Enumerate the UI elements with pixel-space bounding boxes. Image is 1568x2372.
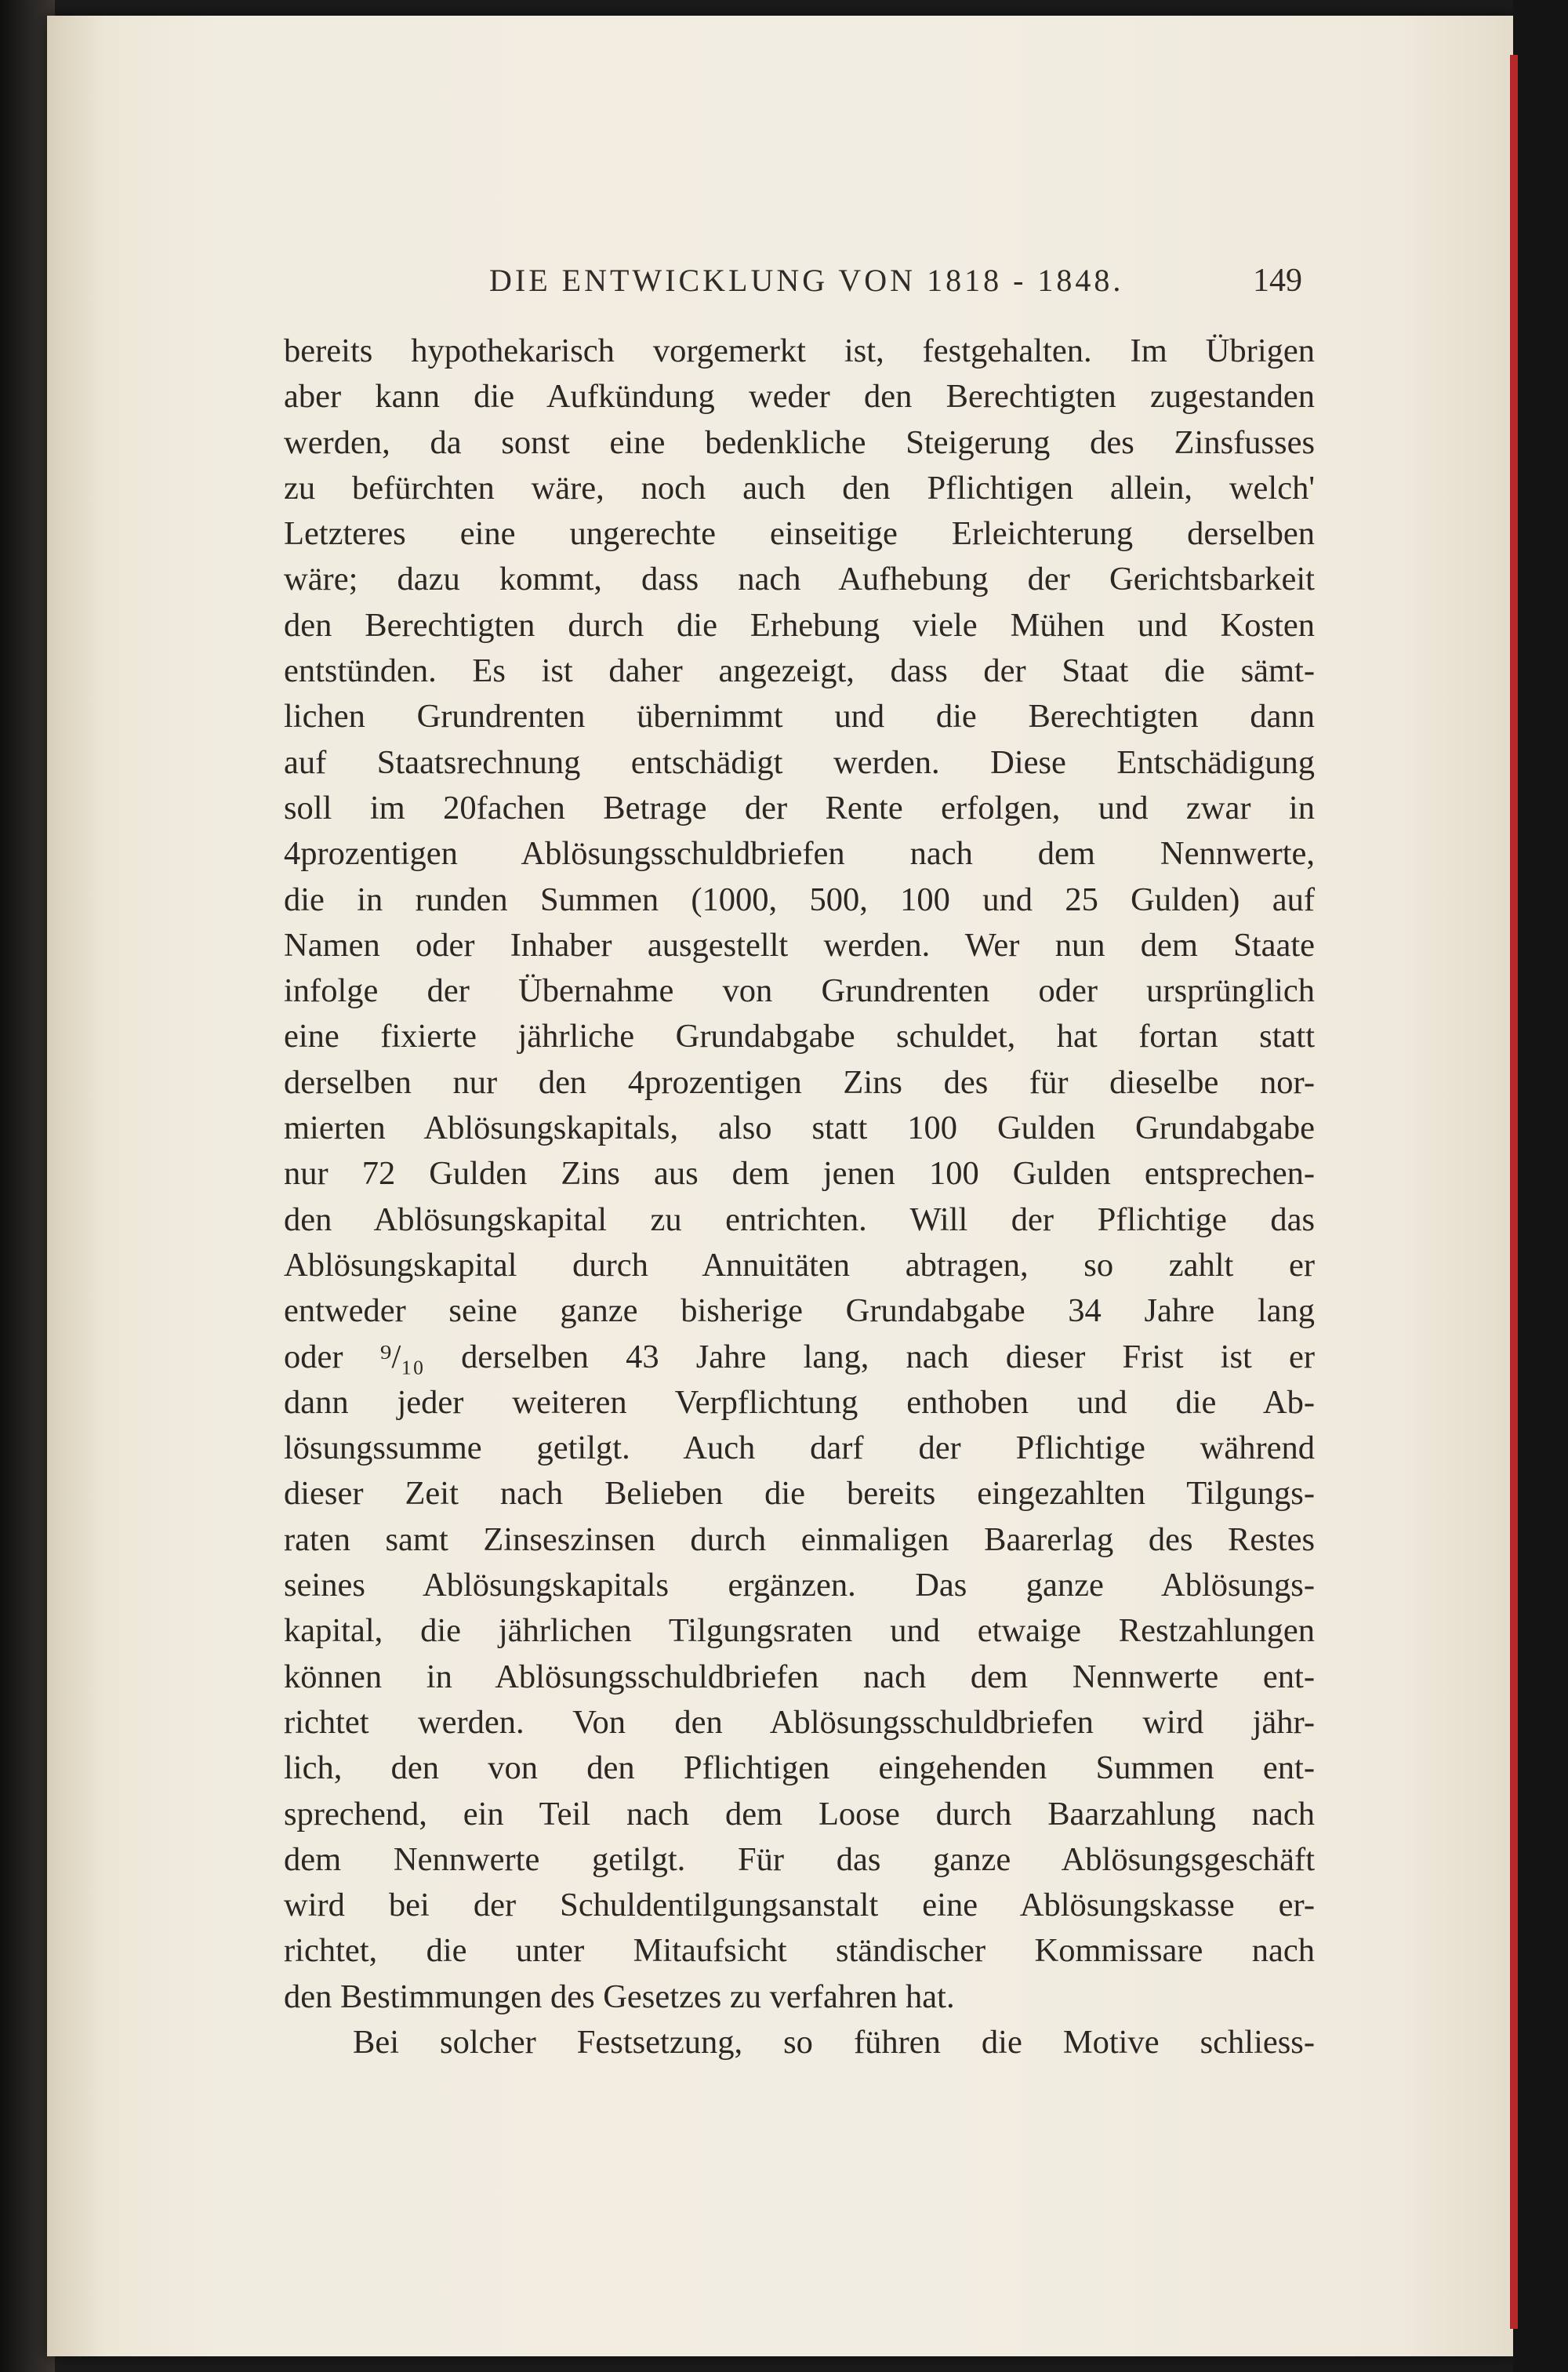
- text-line: den Berechtigten durch die Erhebung viele Mühen und Kosten: [284, 606, 1315, 644]
- text-line: auf Staatsrechnung entschädigt werden. Diese Entschädigung: [284, 743, 1315, 781]
- text-line: können in Ablösungsschuldbriefen nach dem Nennwerte ent-: [284, 1658, 1315, 1695]
- text-line: soll im 20fachen Betrage der Rente erfolgen, und zwar in: [284, 789, 1315, 826]
- text-line: nur 72 Gulden Zins aus dem jenen 100 Gulden entsprechen-: [284, 1155, 1315, 1193]
- text-line: werden, da sonst eine bedenkliche Steigerung des Zinsfusses: [284, 423, 1315, 461]
- text-line: dann jeder weiteren Verpflichtung enthoben und die Ab-: [284, 1383, 1315, 1421]
- text-line: wird bei der Schuldentilgungsanstalt eine Ablösungskasse er-: [284, 1887, 1315, 1924]
- text-line: aber kann die Aufkündung weder den Berechtigten zugestanden: [284, 378, 1315, 416]
- text-line: infolge der Übernahme von Grundrenten oder ursprünglich: [284, 972, 1315, 1010]
- text-line: lich, den von den Pflichtigen eingehenden Summen ent-: [284, 1749, 1315, 1787]
- page-header: [284, 262, 1315, 306]
- body-text: [284, 329, 1315, 2065]
- text-line: sprechend, ein Teil nach dem Loose durch Baarzahlung nach: [284, 1795, 1315, 1833]
- text-line: derselben nur den 4prozentigen Zins des für dieselbe nor-: [284, 1063, 1315, 1101]
- text-line: lösungssumme getilgt. Auch darf der Pflichtige während: [284, 1429, 1315, 1467]
- text-line: bereits hypothekarisch vorgemerkt ist, festgehalten. Im Übrigen: [284, 332, 1315, 369]
- text-line: lichen Grundrenten übernimmt und die Berechtigten dann: [284, 698, 1315, 736]
- text-line: den Bestimmungen des Gesetzes zu verfahren hat.: [284, 1978, 955, 2015]
- page-edge-strip: [1510, 55, 1518, 2329]
- text-line: zu befürchten wäre, noch auch den Pflichtigen allein, welch': [284, 469, 1315, 507]
- text-line: Letzteres eine ungerechte einseitige Erleichterung derselben: [284, 515, 1315, 553]
- text-line: 4prozentigen Ablösungsschuldbriefen nach dem Nennwerte,: [284, 835, 1315, 873]
- text-line: entweder seine ganze bisherige Grundabgabe 34 Jahre lang: [284, 1292, 1315, 1330]
- text-line: seines Ablösungskapitals ergänzen. Das ganze Ablösungs-: [284, 1567, 1315, 1604]
- text-line: Namen oder Inhaber ausgestellt werden. Wer nun dem Staate: [284, 926, 1315, 964]
- text-line: entstünden. Es ist daher angezeigt, dass der Staat die sämt-: [284, 652, 1315, 690]
- page-number: 149: [1253, 263, 1302, 299]
- text-line: mierten Ablösungskapitals, also statt 100 Gulden Grundabgabe: [284, 1110, 1315, 1147]
- right-background: [1513, 0, 1568, 2372]
- text-line: oder ⁹/₁₀ derselben 43 Jahre lang, nach dieser Frist ist er: [284, 1338, 1315, 1375]
- text-line: wäre; dazu kommt, dass nach Aufhebung der Gerichtsbarkeit: [284, 561, 1315, 598]
- text-line: die in runden Summen (1000, 500, 100 und 25 Gulden) auf: [284, 881, 1315, 918]
- text-line: kapital, die jährlichen Tilgungsraten und etwaige Restzahlungen: [284, 1612, 1315, 1650]
- text-line: richtet, die unter Mitaufsicht ständischer Kommissare nach: [284, 1932, 1315, 1970]
- text-line: den Ablösungskapital zu entrichten. Will der Pflichtige das: [284, 1201, 1315, 1238]
- text-line: eine fixierte jährliche Grundabgabe schuldet, hat fortan statt: [284, 1018, 1315, 1055]
- text-line: Ablösungskapital durch Annuitäten abtragen, so zahlt er: [284, 1246, 1315, 1284]
- text-line: richtet werden. Von den Ablösungsschuldbriefen wird jähr-: [284, 1703, 1315, 1741]
- text-line: Bei solcher Festsetzung, so führen die Motive schliess-: [353, 2023, 1315, 2061]
- running-title: DIE ENTWICKLUNG VON 1818 - 1848.: [489, 263, 1124, 298]
- text-line: raten samt Zinseszinsen durch einmaligen Baarerlag des Restes: [284, 1520, 1315, 1558]
- text-line: dem Nennwerte getilgt. Für das ganze Ablösungsgeschäft: [284, 1840, 1315, 1878]
- text-line: dieser Zeit nach Belieben die bereits eingezahlten Tilgungs-: [284, 1475, 1315, 1513]
